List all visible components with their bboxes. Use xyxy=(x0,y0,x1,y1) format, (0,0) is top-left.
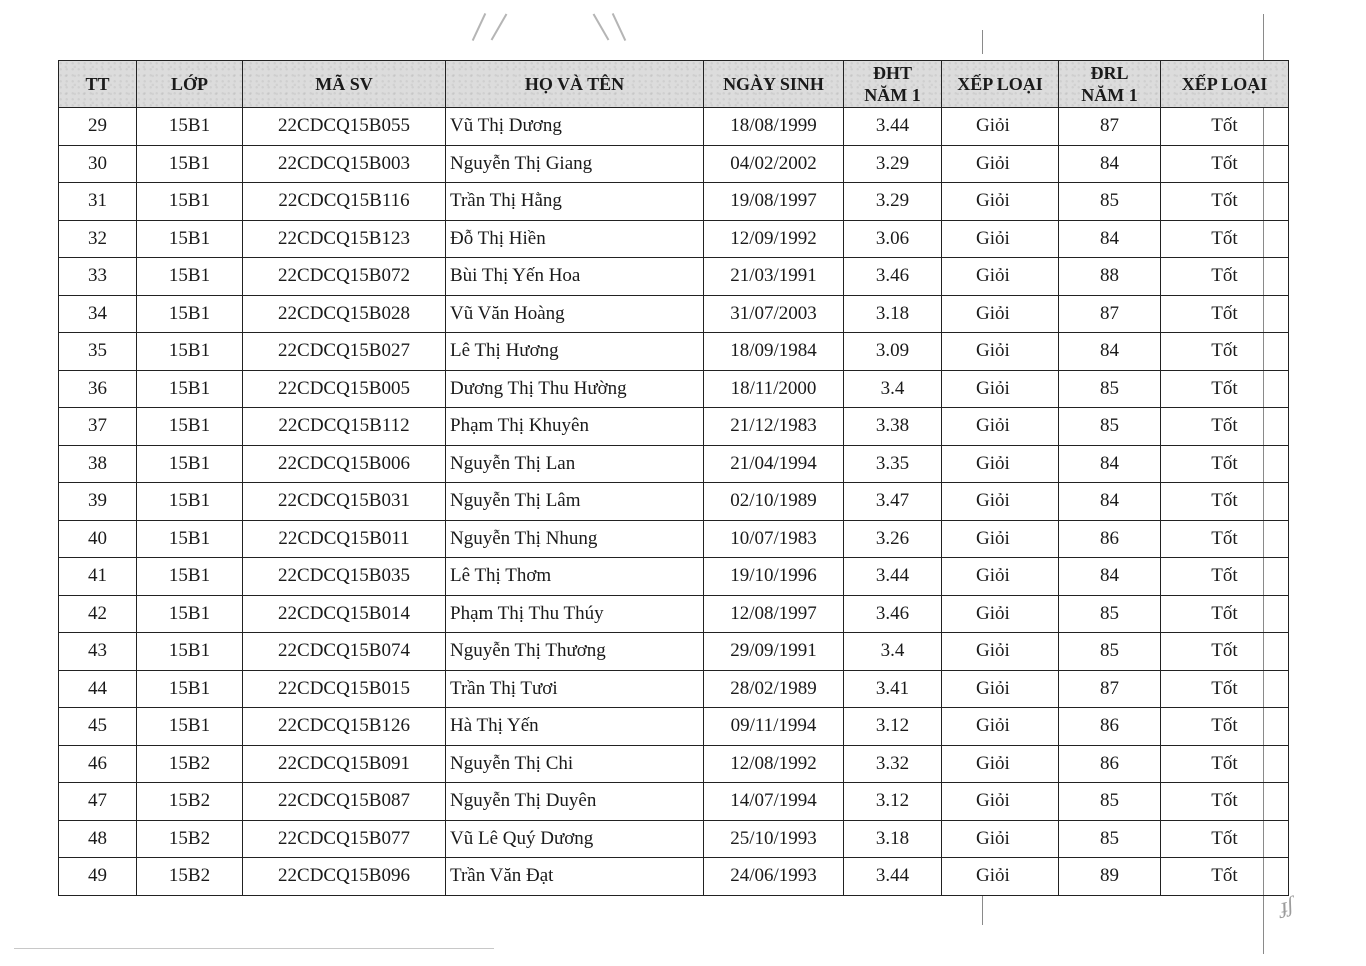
cell-drl: 89 xyxy=(1059,858,1161,896)
cell-xep-loai-1: Giỏi xyxy=(942,633,1059,671)
cell-xep-loai-1: Giỏi xyxy=(942,258,1059,296)
cell-xep-loai-2: Tốt xyxy=(1161,408,1289,446)
cell-dht: 3.29 xyxy=(844,183,942,221)
cell-xep-loai-1: Giỏi xyxy=(942,708,1059,746)
cell-lop: 15B1 xyxy=(137,708,243,746)
cell-drl: 85 xyxy=(1059,820,1161,858)
student-table xyxy=(58,60,1289,896)
cell-dht: 3.29 xyxy=(844,145,942,183)
cell-xep-loai-2: Tốt xyxy=(1161,745,1289,783)
col-header-xep-loai-2: XẾP LOẠI xyxy=(1161,61,1289,108)
cell-xep-loai-2: Tốt xyxy=(1161,145,1289,183)
cell-ngay-sinh: 29/09/1991 xyxy=(704,633,844,671)
cell-ma-sv: 22CDCQ15B015 xyxy=(243,670,446,708)
cell-xep-loai-2: Tốt xyxy=(1161,483,1289,521)
cell-ma-sv: 22CDCQ15B123 xyxy=(243,220,446,258)
cell-dht: 3.18 xyxy=(844,295,942,333)
cell-xep-loai-2: Tốt xyxy=(1161,295,1289,333)
cell-tt: 41 xyxy=(59,558,137,596)
table-header-row xyxy=(59,61,1289,108)
col-header-dht-line1: ĐHT xyxy=(872,63,912,83)
cell-ngay-sinh: 04/02/2002 xyxy=(704,145,844,183)
cell-tt: 34 xyxy=(59,295,137,333)
cell-ho-ten: Phạm Thị Khuyên xyxy=(446,408,704,446)
table-row xyxy=(59,183,1289,221)
cell-ho-ten: Hà Thị Yến xyxy=(446,708,704,746)
cell-dht: 3.44 xyxy=(844,858,942,896)
table-row xyxy=(59,333,1289,371)
cell-ho-ten: Vũ Lê Quý Dương xyxy=(446,820,704,858)
cell-ma-sv: 22CDCQ15B091 xyxy=(243,745,446,783)
cell-xep-loai-1: Giỏi xyxy=(942,483,1059,521)
cell-ho-ten: Vũ Thị Dương xyxy=(446,108,704,146)
cell-dht: 3.46 xyxy=(844,258,942,296)
cell-lop: 15B1 xyxy=(137,520,243,558)
cell-ho-ten: Đỗ Thị Hiền xyxy=(446,220,704,258)
cell-drl: 84 xyxy=(1059,333,1161,371)
table-row xyxy=(59,258,1289,296)
cell-ho-ten: Dương Thị Thu Hường xyxy=(446,370,704,408)
cell-lop: 15B1 xyxy=(137,370,243,408)
cell-ma-sv: 22CDCQ15B126 xyxy=(243,708,446,746)
cell-lop: 15B2 xyxy=(137,783,243,821)
col-header-ngay-sinh: NGÀY SINH xyxy=(704,61,844,108)
cell-ma-sv: 22CDCQ15B077 xyxy=(243,820,446,858)
cell-tt: 31 xyxy=(59,183,137,221)
fold-line xyxy=(982,895,983,925)
cell-xep-loai-1: Giỏi xyxy=(942,295,1059,333)
cell-tt: 37 xyxy=(59,408,137,446)
cell-ho-ten: Nguyễn Thị Lâm xyxy=(446,483,704,521)
cell-xep-loai-2: Tốt xyxy=(1161,708,1289,746)
cell-lop: 15B1 xyxy=(137,220,243,258)
cell-xep-loai-1: Giỏi xyxy=(942,145,1059,183)
cell-ma-sv: 22CDCQ15B055 xyxy=(243,108,446,146)
cell-drl: 86 xyxy=(1059,745,1161,783)
table-row xyxy=(59,295,1289,333)
cell-lop: 15B1 xyxy=(137,258,243,296)
cell-ho-ten: Lê Thị Hương xyxy=(446,333,704,371)
cell-tt: 38 xyxy=(59,445,137,483)
cell-drl: 85 xyxy=(1059,370,1161,408)
cell-dht: 3.32 xyxy=(844,745,942,783)
cell-ma-sv: 22CDCQ15B028 xyxy=(243,295,446,333)
cell-xep-loai-1: Giỏi xyxy=(942,558,1059,596)
cell-ma-sv: 22CDCQ15B074 xyxy=(243,633,446,671)
cell-xep-loai-2: Tốt xyxy=(1161,370,1289,408)
cell-lop: 15B1 xyxy=(137,483,243,521)
cell-ma-sv: 22CDCQ15B096 xyxy=(243,858,446,896)
cell-dht: 3.09 xyxy=(844,333,942,371)
cell-dht: 3.18 xyxy=(844,820,942,858)
cell-xep-loai-1: Giỏi xyxy=(942,520,1059,558)
cell-tt: 33 xyxy=(59,258,137,296)
cell-ho-ten: Lê Thị Thơm xyxy=(446,558,704,596)
cell-lop: 15B1 xyxy=(137,145,243,183)
cell-ngay-sinh: 24/06/1993 xyxy=(704,858,844,896)
cell-tt: 40 xyxy=(59,520,137,558)
col-header-dht-line2: NĂM 1 xyxy=(864,85,921,105)
cell-drl: 85 xyxy=(1059,408,1161,446)
cell-drl: 84 xyxy=(1059,145,1161,183)
cell-xep-loai-2: Tốt xyxy=(1161,670,1289,708)
cell-xep-loai-2: Tốt xyxy=(1161,558,1289,596)
cell-ngay-sinh: 28/02/1989 xyxy=(704,670,844,708)
cell-ma-sv: 22CDCQ15B087 xyxy=(243,783,446,821)
cell-xep-loai-1: Giỏi xyxy=(942,783,1059,821)
cell-lop: 15B2 xyxy=(137,820,243,858)
cell-dht: 3.44 xyxy=(844,108,942,146)
cell-drl: 86 xyxy=(1059,708,1161,746)
cell-tt: 36 xyxy=(59,370,137,408)
cell-dht: 3.46 xyxy=(844,595,942,633)
cell-ho-ten: Nguyễn Thị Giang xyxy=(446,145,704,183)
cell-ma-sv: 22CDCQ15B112 xyxy=(243,408,446,446)
cell-xep-loai-2: Tốt xyxy=(1161,220,1289,258)
cell-drl: 85 xyxy=(1059,183,1161,221)
table-row xyxy=(59,145,1289,183)
table-row xyxy=(59,708,1289,746)
cell-ngay-sinh: 25/10/1993 xyxy=(704,820,844,858)
table-row xyxy=(59,633,1289,671)
cell-ngay-sinh: 18/11/2000 xyxy=(704,370,844,408)
cell-ma-sv: 22CDCQ15B072 xyxy=(243,258,446,296)
cell-ngay-sinh: 12/08/1997 xyxy=(704,595,844,633)
cell-ma-sv: 22CDCQ15B014 xyxy=(243,595,446,633)
cell-drl: 85 xyxy=(1059,595,1161,633)
col-header-xep-loai-1: XẾP LOẠI xyxy=(942,61,1059,108)
cell-lop: 15B1 xyxy=(137,445,243,483)
cell-ma-sv: 22CDCQ15B011 xyxy=(243,520,446,558)
cell-xep-loai-1: Giỏi xyxy=(942,745,1059,783)
cell-ho-ten: Trần Thị Tươi xyxy=(446,670,704,708)
table-row xyxy=(59,670,1289,708)
cell-ma-sv: 22CDCQ15B027 xyxy=(243,333,446,371)
cell-xep-loai-1: Giỏi xyxy=(942,670,1059,708)
cell-ngay-sinh: 14/07/1994 xyxy=(704,783,844,821)
signature-mark: ɟʃ xyxy=(1278,891,1296,919)
cell-ngay-sinh: 18/08/1999 xyxy=(704,108,844,146)
cell-xep-loai-2: Tốt xyxy=(1161,520,1289,558)
cell-tt: 29 xyxy=(59,108,137,146)
cell-ngay-sinh: 21/04/1994 xyxy=(704,445,844,483)
cell-ma-sv: 22CDCQ15B031 xyxy=(243,483,446,521)
cell-ho-ten: Nguyễn Thị Nhung xyxy=(446,520,704,558)
cell-drl: 85 xyxy=(1059,783,1161,821)
col-header-drl-line1: ĐRL xyxy=(1090,63,1129,83)
cell-xep-loai-1: Giỏi xyxy=(942,408,1059,446)
cell-ma-sv: 22CDCQ15B003 xyxy=(243,145,446,183)
cell-ho-ten: Nguyễn Thị Chi xyxy=(446,745,704,783)
cell-lop: 15B1 xyxy=(137,633,243,671)
cell-ngay-sinh: 19/08/1997 xyxy=(704,183,844,221)
cell-xep-loai-2: Tốt xyxy=(1161,333,1289,371)
cell-xep-loai-1: Giỏi xyxy=(942,108,1059,146)
cell-dht: 3.47 xyxy=(844,483,942,521)
stamp-mark xyxy=(470,8,640,50)
cell-drl: 87 xyxy=(1059,295,1161,333)
cell-lop: 15B1 xyxy=(137,558,243,596)
cell-ngay-sinh: 19/10/1996 xyxy=(704,558,844,596)
table-row xyxy=(59,108,1289,146)
table-row xyxy=(59,408,1289,446)
col-header-dht xyxy=(844,61,942,108)
cell-drl: 86 xyxy=(1059,520,1161,558)
cell-ma-sv: 22CDCQ15B005 xyxy=(243,370,446,408)
cell-xep-loai-2: Tốt xyxy=(1161,858,1289,896)
cell-ho-ten: Nguyễn Thị Thương xyxy=(446,633,704,671)
cell-dht: 3.12 xyxy=(844,708,942,746)
cell-xep-loai-1: Giỏi xyxy=(942,820,1059,858)
cell-drl: 88 xyxy=(1059,258,1161,296)
cell-ngay-sinh: 21/03/1991 xyxy=(704,258,844,296)
cell-drl: 87 xyxy=(1059,108,1161,146)
cell-tt: 46 xyxy=(59,745,137,783)
cell-ho-ten: Trần Thị Hằng xyxy=(446,183,704,221)
cell-xep-loai-1: Giỏi xyxy=(942,183,1059,221)
cell-drl: 85 xyxy=(1059,633,1161,671)
cell-ngay-sinh: 31/07/2003 xyxy=(704,295,844,333)
table-row xyxy=(59,783,1289,821)
cell-xep-loai-2: Tốt xyxy=(1161,445,1289,483)
table-row xyxy=(59,520,1289,558)
cell-tt: 30 xyxy=(59,145,137,183)
table-row xyxy=(59,558,1289,596)
cell-tt: 35 xyxy=(59,333,137,371)
cell-tt: 45 xyxy=(59,708,137,746)
cell-ho-ten: Phạm Thị Thu Thúy xyxy=(446,595,704,633)
cell-lop: 15B1 xyxy=(137,333,243,371)
cell-dht: 3.38 xyxy=(844,408,942,446)
table-row xyxy=(59,445,1289,483)
col-header-lop: LỚP xyxy=(137,61,243,108)
cell-xep-loai-1: Giỏi xyxy=(942,445,1059,483)
cell-lop: 15B1 xyxy=(137,408,243,446)
cell-tt: 48 xyxy=(59,820,137,858)
cell-ngay-sinh: 02/10/1989 xyxy=(704,483,844,521)
cell-ngay-sinh: 21/12/1983 xyxy=(704,408,844,446)
cell-xep-loai-2: Tốt xyxy=(1161,258,1289,296)
cell-tt: 49 xyxy=(59,858,137,896)
cell-xep-loai-2: Tốt xyxy=(1161,633,1289,671)
cell-ho-ten: Bùi Thị Yến Hoa xyxy=(446,258,704,296)
cell-ngay-sinh: 10/07/1983 xyxy=(704,520,844,558)
cell-xep-loai-1: Giỏi xyxy=(942,370,1059,408)
cell-lop: 15B1 xyxy=(137,108,243,146)
cell-xep-loai-2: Tốt xyxy=(1161,108,1289,146)
cell-ngay-sinh: 12/08/1992 xyxy=(704,745,844,783)
cell-drl: 87 xyxy=(1059,670,1161,708)
cell-tt: 47 xyxy=(59,783,137,821)
cell-tt: 39 xyxy=(59,483,137,521)
cell-drl: 84 xyxy=(1059,558,1161,596)
table-row xyxy=(59,595,1289,633)
fold-line xyxy=(982,30,983,54)
table-row xyxy=(59,858,1289,896)
table-row xyxy=(59,820,1289,858)
cell-xep-loai-1: Giỏi xyxy=(942,858,1059,896)
cell-lop: 15B2 xyxy=(137,745,243,783)
cell-dht: 3.12 xyxy=(844,783,942,821)
cell-dht: 3.41 xyxy=(844,670,942,708)
cell-ho-ten: Nguyễn Thị Lan xyxy=(446,445,704,483)
table-row xyxy=(59,745,1289,783)
cell-lop: 15B1 xyxy=(137,595,243,633)
cell-ho-ten: Vũ Văn Hoàng xyxy=(446,295,704,333)
cell-lop: 15B1 xyxy=(137,670,243,708)
cell-ho-ten: Nguyễn Thị Duyên xyxy=(446,783,704,821)
cell-xep-loai-2: Tốt xyxy=(1161,820,1289,858)
table-body xyxy=(59,108,1289,896)
cell-xep-loai-2: Tốt xyxy=(1161,183,1289,221)
cell-drl: 84 xyxy=(1059,445,1161,483)
cell-lop: 15B2 xyxy=(137,858,243,896)
cell-dht: 3.4 xyxy=(844,370,942,408)
cell-xep-loai-2: Tốt xyxy=(1161,595,1289,633)
col-header-tt: TT xyxy=(59,61,137,108)
table-row xyxy=(59,370,1289,408)
col-header-drl xyxy=(1059,61,1161,108)
cell-dht: 3.26 xyxy=(844,520,942,558)
cell-tt: 43 xyxy=(59,633,137,671)
cell-ngay-sinh: 12/09/1992 xyxy=(704,220,844,258)
cell-tt: 42 xyxy=(59,595,137,633)
col-header-ho-va-ten: HỌ VÀ TÊN xyxy=(446,61,704,108)
cell-drl: 84 xyxy=(1059,220,1161,258)
cell-dht: 3.06 xyxy=(844,220,942,258)
col-header-drl-line2: NĂM 1 xyxy=(1081,85,1138,105)
cell-ngay-sinh: 18/09/1984 xyxy=(704,333,844,371)
col-header-ma-sv: MÃ SV xyxy=(243,61,446,108)
cell-ma-sv: 22CDCQ15B116 xyxy=(243,183,446,221)
cell-ma-sv: 22CDCQ15B035 xyxy=(243,558,446,596)
cell-ma-sv: 22CDCQ15B006 xyxy=(243,445,446,483)
cell-drl: 84 xyxy=(1059,483,1161,521)
cell-xep-loai-1: Giỏi xyxy=(942,333,1059,371)
cell-ho-ten: Trần Văn Đạt xyxy=(446,858,704,896)
cell-dht: 3.4 xyxy=(844,633,942,671)
cell-xep-loai-1: Giỏi xyxy=(942,220,1059,258)
cell-dht: 3.44 xyxy=(844,558,942,596)
cell-dht: 3.35 xyxy=(844,445,942,483)
cell-tt: 44 xyxy=(59,670,137,708)
table-row xyxy=(59,220,1289,258)
cell-xep-loai-2: Tốt xyxy=(1161,783,1289,821)
cell-lop: 15B1 xyxy=(137,183,243,221)
cell-xep-loai-1: Giỏi xyxy=(942,595,1059,633)
cell-ngay-sinh: 09/11/1994 xyxy=(704,708,844,746)
cell-lop: 15B1 xyxy=(137,295,243,333)
table-row xyxy=(59,483,1289,521)
scan-bottom-line xyxy=(14,948,494,949)
cell-tt: 32 xyxy=(59,220,137,258)
